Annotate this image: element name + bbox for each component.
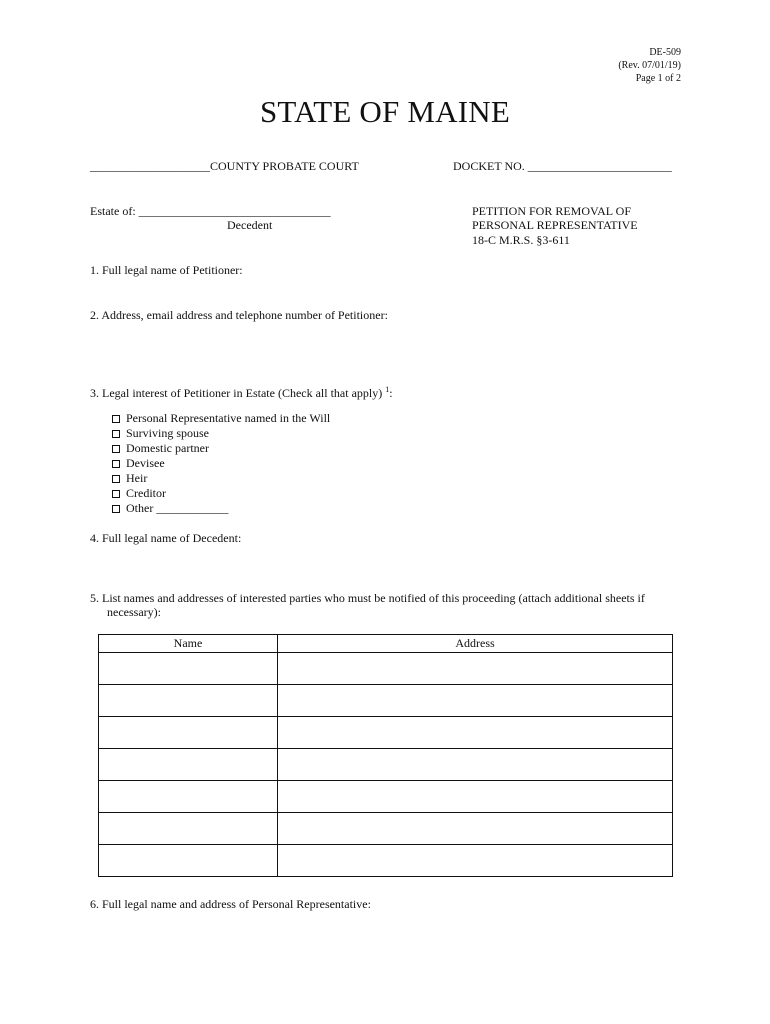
checkbox-label: Heir — [126, 471, 148, 485]
docket-blank[interactable]: ________________________ — [527, 159, 672, 173]
estate-blank[interactable]: ________________________________ — [138, 204, 331, 218]
page-title: STATE OF MAINE — [259, 94, 511, 129]
docket-line[interactable] — [453, 159, 672, 174]
petition-title-line1: PETITION FOR REMOVAL OF — [472, 204, 632, 218]
form-revision: (Rev. 07/01/19) — [618, 60, 681, 71]
county-blank[interactable]: ____________________ — [90, 159, 210, 173]
petition-statute: 18-C M.R.S. §3-611 — [472, 233, 570, 247]
decedent-label: Decedent — [227, 218, 273, 232]
checkbox-option-personal-representative[interactable] — [112, 411, 330, 426]
checkbox-icon[interactable] — [112, 430, 120, 438]
question-3 — [90, 382, 393, 401]
checkbox-label: Domestic partner — [126, 441, 209, 455]
address-cell[interactable] — [278, 813, 673, 845]
checkbox-icon[interactable] — [112, 415, 120, 423]
docket-label: DOCKET NO. — [453, 159, 525, 173]
checkbox-label: Devisee — [126, 456, 165, 470]
checkbox-icon[interactable] — [112, 445, 120, 453]
table-row — [99, 717, 673, 749]
checkbox-option-domestic-partner[interactable] — [112, 441, 330, 456]
name-cell[interactable] — [99, 813, 278, 845]
name-cell[interactable] — [99, 749, 278, 781]
question-5-line1: 5. List names and addresses of interested parties who must be notified of this proceeding (attach additional sheets if — [90, 591, 645, 605]
question-4: 4. Full legal name of Decedent: — [90, 531, 242, 545]
checkbox-icon[interactable] — [112, 490, 120, 498]
name-cell[interactable] — [99, 717, 278, 749]
table-row — [99, 813, 673, 845]
address-cell[interactable] — [278, 653, 673, 685]
checkbox-icon[interactable] — [112, 505, 120, 513]
name-cell[interactable] — [99, 685, 278, 717]
checkbox-label: Other ____________ — [126, 501, 229, 515]
checkbox-label: Personal Representative named in the Will — [126, 411, 331, 425]
address-cell[interactable] — [278, 717, 673, 749]
checkbox-option-heir[interactable] — [112, 471, 330, 486]
table-header-row — [99, 635, 673, 653]
question-3-colon: : — [389, 386, 393, 400]
question-3-text: 3. Legal interest of Petitioner in Estate (Check all that apply) — [90, 386, 383, 400]
question-2: 2. Address, email address and telephone number of Petitioner: — [90, 308, 388, 322]
name-cell[interactable] — [99, 653, 278, 685]
name-cell[interactable] — [99, 781, 278, 813]
form-id: DE-509 — [649, 47, 681, 58]
table-row — [99, 685, 673, 717]
table-row — [99, 749, 673, 781]
checkbox-option-devisee[interactable] — [112, 456, 330, 471]
question-1: 1. Full legal name of Petitioner: — [90, 263, 243, 277]
interested-parties-table — [98, 634, 673, 877]
checkbox-label: Creditor — [126, 486, 166, 500]
checkbox-option-surviving-spouse[interactable] — [112, 426, 330, 441]
address-cell[interactable] — [278, 781, 673, 813]
table-row — [99, 845, 673, 877]
question-5-line2: necessary): — [107, 605, 161, 619]
table-row — [99, 653, 673, 685]
question-6: 6. Full legal name and address of Personal Representative: — [90, 897, 371, 911]
checkbox-icon[interactable] — [112, 460, 120, 468]
checkbox-label: Surviving spouse — [126, 426, 210, 440]
table-row — [99, 781, 673, 813]
address-cell[interactable] — [278, 845, 673, 877]
county-court-label: COUNTY PROBATE COURT — [210, 159, 359, 173]
page-number: Page 1 of 2 — [635, 73, 681, 84]
county-court-line[interactable] — [90, 159, 359, 174]
name-cell[interactable] — [99, 845, 278, 877]
address-cell[interactable] — [278, 749, 673, 781]
checkbox-option-creditor[interactable] — [112, 486, 330, 501]
estate-label: Estate of: — [90, 204, 136, 218]
interest-checkbox-list — [112, 411, 330, 516]
footnote-marker: 1 — [385, 385, 390, 394]
checkbox-option-other[interactable] — [112, 501, 330, 516]
checkbox-icon[interactable] — [112, 475, 120, 483]
petition-title-line2: PERSONAL REPRESENTATIVE — [472, 218, 638, 232]
address-column-header: Address — [278, 635, 673, 653]
name-column-header: Name — [99, 635, 278, 653]
address-cell[interactable] — [278, 685, 673, 717]
estate-line[interactable] — [90, 204, 331, 219]
form-header — [618, 46, 681, 85]
